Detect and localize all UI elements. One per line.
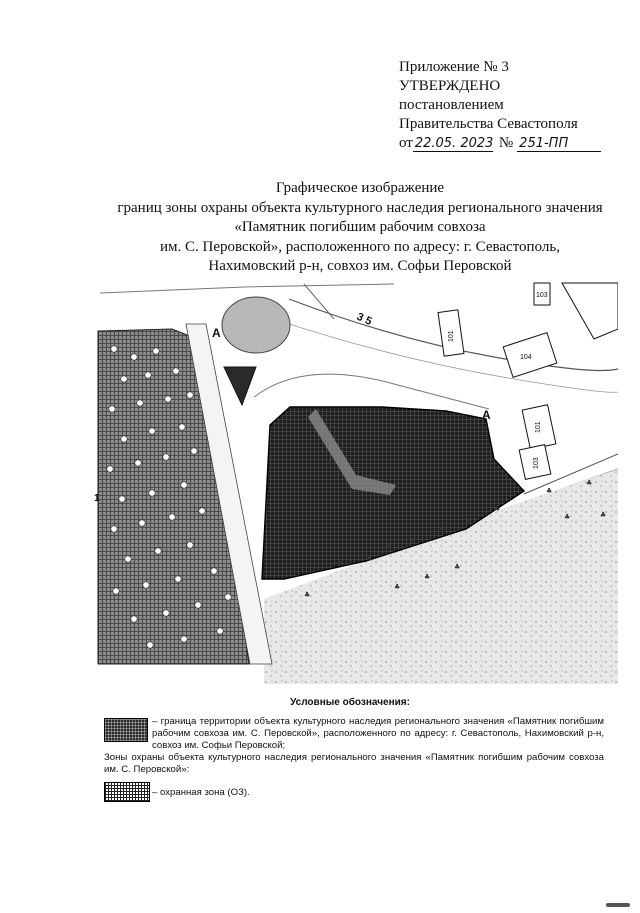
shrub-symbol: ♣ <box>424 573 431 581</box>
tree-symbol <box>155 548 161 554</box>
map-label-left-edge: 1 <box>94 493 100 504</box>
legend-territory-text: – граница территории объекта культурного наследия регионального значения «Памятник погибшим рабочим совхоза им. С. Перовской», расположенного по адресу: г. Севастополь, Нахимовский р-н, совхоз им. Софьи Перовской; <box>152 716 604 751</box>
tree-symbol <box>217 628 223 634</box>
tree-symbol <box>107 466 113 472</box>
shrub-symbol: ♣ <box>454 563 461 571</box>
tree-symbol <box>187 392 193 398</box>
legend-zone-row <box>104 782 604 804</box>
tree-symbol <box>181 636 187 642</box>
legend-zone-text: – охранная зона (ОЗ). <box>152 787 250 798</box>
tree-symbol <box>137 400 143 406</box>
map-label-road-digits: 3 5 <box>354 310 374 328</box>
tree-symbol <box>195 602 201 608</box>
shrub-symbol: ♣ <box>394 583 401 591</box>
tree-symbol <box>199 508 205 514</box>
tree-symbol <box>111 526 117 532</box>
map-label-a-left: А <box>212 326 221 340</box>
shrub-symbol: ♣ <box>439 525 446 533</box>
map-label-building-top: 101 <box>448 330 455 342</box>
tree-symbol <box>179 424 185 430</box>
tree-symbol <box>147 642 153 648</box>
appendix-number: Приложение № 3 <box>399 59 509 75</box>
document-title <box>60 179 640 277</box>
tree-symbol <box>145 372 151 378</box>
shrub-symbol: ♣ <box>494 505 501 513</box>
shrub-symbol: ♣ <box>304 591 311 599</box>
title-line-5: Нахимовский р-н, совхоз им. Софьи Перовской <box>208 258 512 274</box>
title-line-2: границ зоны охраны объекта культурного наследия регионального значения <box>117 199 603 216</box>
date-number-line <box>399 134 624 153</box>
resolution-label: постановлением <box>399 97 504 113</box>
oval-lawn <box>222 297 290 353</box>
legend <box>104 716 604 804</box>
site-map-drawing <box>94 279 618 684</box>
legend-territory-row <box>104 716 604 752</box>
tree-symbol <box>131 354 137 360</box>
tree-symbol <box>153 348 159 354</box>
tree-symbol <box>119 496 125 502</box>
shrub-symbol: ♣ <box>600 511 607 519</box>
map-label-building-right-2: 103 <box>533 457 540 469</box>
tree-symbol <box>113 588 119 594</box>
tree-symbol <box>131 616 137 622</box>
shrub-symbol: ♣ <box>336 559 343 567</box>
shrub-symbol: ♣ <box>386 543 393 551</box>
territory-swatch <box>104 718 148 742</box>
map-label-a-right: А <box>482 408 491 422</box>
tree-symbol <box>163 610 169 616</box>
tree-symbol <box>187 542 193 548</box>
handwritten-number: 251-ПП <box>517 136 601 152</box>
approved-stamp-label: УТВЕРЖДЕНО <box>399 78 501 94</box>
shrub-symbol: ♣ <box>410 537 417 545</box>
shrub-symbol: ♣ <box>366 555 373 563</box>
legend-heading: Условные обозначения: <box>290 697 410 708</box>
site-map <box>94 279 618 684</box>
tree-symbol <box>163 454 169 460</box>
tree-symbol <box>211 568 217 574</box>
tree-symbol <box>173 368 179 374</box>
shrub-symbol: ♣ <box>546 487 553 495</box>
shrub-symbol: ♣ <box>586 479 593 487</box>
shrub-symbol: ♣ <box>466 517 473 525</box>
tree-symbol <box>191 448 197 454</box>
tree-symbol <box>181 482 187 488</box>
tree-symbol <box>165 396 171 402</box>
title-line-3: «Памятник погибшим рабочим совхоза <box>234 219 486 235</box>
map-label-building-corner: 103 <box>536 292 548 299</box>
tree-symbol <box>149 428 155 434</box>
handwritten-date: 22.05. 2023 <box>414 136 494 151</box>
approval-block <box>399 58 624 153</box>
tree-symbol <box>225 594 231 600</box>
tree-symbol <box>169 514 175 520</box>
map-label-building-right-1: 101 <box>535 421 542 433</box>
tree-symbol <box>175 576 181 582</box>
title-line-1: Графическое изображение <box>275 180 445 196</box>
title-line-4: им. С. Перовской», расположенного по адресу: г. Севастополь, <box>160 238 560 255</box>
page-corner-mark <box>606 903 630 907</box>
tree-symbol <box>121 436 127 442</box>
tree-symbol <box>143 582 149 588</box>
tree-symbol <box>139 520 145 526</box>
government-label: Правительства Севастополя <box>399 116 578 132</box>
tree-symbol <box>135 460 141 466</box>
tree-symbol <box>125 556 131 562</box>
shrub-symbol: ♣ <box>564 513 571 521</box>
number-prefix: № <box>498 135 514 151</box>
tree-symbol <box>149 490 155 496</box>
tree-symbol <box>109 406 115 412</box>
map-label-building-mid: 104 <box>520 354 532 361</box>
tree-symbol <box>121 376 127 382</box>
date-prefix: от <box>399 135 413 151</box>
tree-symbol <box>111 346 117 352</box>
legend-zones-text: Зоны охраны объекта культурного наследия регионального значения «Памятник погибшим рабочим совхоза им. С. Перовской»: <box>104 752 604 775</box>
protection-zone-swatch <box>104 782 150 802</box>
